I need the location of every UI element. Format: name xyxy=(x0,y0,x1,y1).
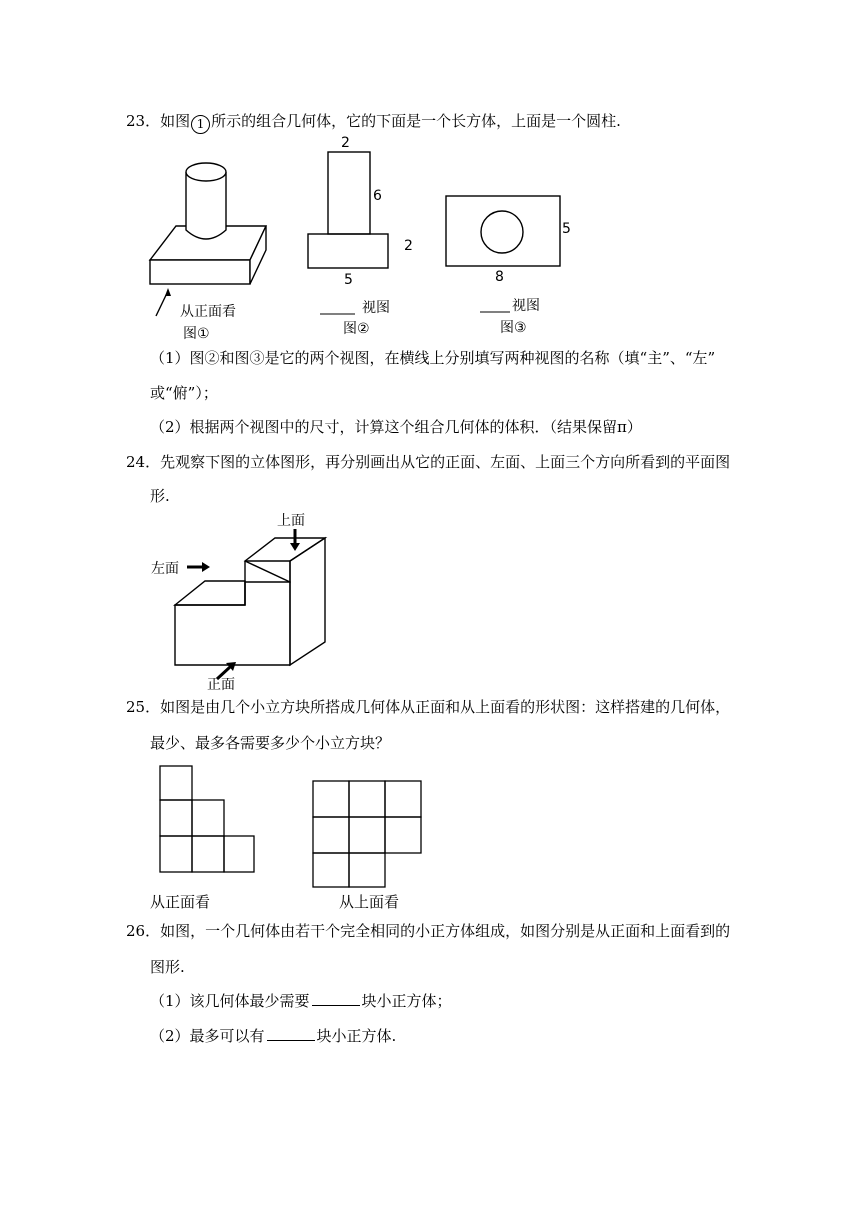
q23-circle-mark: 1 xyxy=(191,115,210,134)
q23-fig1-view-caption: 从正面看 xyxy=(180,304,236,320)
q25-top-caption: 从上面看 xyxy=(339,893,400,911)
q23-part1-line1: （1）图②和图③是它的两个视图，在横线上分别填写两种视图的名称（填“主”、“左” xyxy=(150,349,716,367)
dim-column-width: 2 xyxy=(341,135,350,151)
cylinder-top xyxy=(186,163,226,181)
q23-part1-line2: 或“俯”）； xyxy=(150,384,218,402)
top-view-circle xyxy=(481,211,523,253)
q25-line1: 25．如图是由几个小立方块所搭成几何体从正面和从上面看的形状图：这样搭建的几何体， xyxy=(126,698,731,716)
q25-top-view xyxy=(305,775,430,915)
dim-base-width: 5 xyxy=(344,272,353,288)
q26-part2 xyxy=(150,1026,396,1046)
step-high-top xyxy=(245,538,325,582)
q23-figure-3 xyxy=(440,190,580,342)
cylinder-body xyxy=(186,172,226,239)
front-view-base xyxy=(308,234,388,268)
q24-line2: 形. xyxy=(150,487,170,505)
top-view-rect xyxy=(446,196,560,266)
q23-figure-1 xyxy=(140,140,280,345)
dim-base-height: 2 xyxy=(404,238,413,254)
q24-label-top: 上面 xyxy=(277,513,305,529)
q26-part1-blank[interactable] xyxy=(312,991,360,1006)
view-arrow-head xyxy=(165,288,171,296)
q25-front-caption: 从正面看 xyxy=(150,893,211,911)
q23-stem xyxy=(126,111,621,134)
q24-label-left: 左面 xyxy=(151,561,179,577)
q23-stem-prefix: 23．如图 xyxy=(126,112,191,130)
dim-column-height: 6 xyxy=(373,188,382,204)
step-side-face xyxy=(290,538,325,665)
q25-front-view xyxy=(150,760,265,915)
q23-part2: （2）根据两个视图中的尺寸，计算这个组合几何体的体积．（结果保留π） xyxy=(150,418,642,436)
q26-part1-suffix: 块小正方体； xyxy=(361,992,452,1010)
q26-part2-blank[interactable] xyxy=(267,1026,315,1041)
q24-line1: 24．先观察下图的立体图形，再分别画出从它的正面、左面、上面三个方向所看到的平面图 xyxy=(126,453,731,471)
front-view-column xyxy=(328,152,370,234)
q26-part2-prefix: （2）最多可以有 xyxy=(150,1027,265,1045)
dim-rect-width: 8 xyxy=(495,269,504,285)
step-front-face xyxy=(175,582,290,665)
q24-figure xyxy=(145,505,345,695)
q25-line2: 最少、最多各需要多少个小立方块？ xyxy=(150,734,391,752)
q23-stem-suffix: 所示的组合几何体，它的下面是一个长方体，上面是一个圆柱. xyxy=(211,112,621,130)
q23-fig2-view-suffix: 视图 xyxy=(362,300,390,316)
q23-fig1-label: 图① xyxy=(183,326,210,342)
step-low-top xyxy=(175,581,245,605)
cuboid-front-face xyxy=(150,260,250,284)
q26-part1-prefix: （1）该几何体最少需要 xyxy=(150,992,310,1010)
q26-line2: 图形. xyxy=(150,958,185,976)
q23-fig3-view-suffix: 视图 xyxy=(512,298,540,314)
q26-line1: 26．如图，一个几何体由若干个完全相同的小正方体组成，如图分别是从正面和上面看到的 xyxy=(126,922,731,940)
q23-fig3-label: 图③ xyxy=(500,320,527,336)
q23-fig2-label: 图② xyxy=(343,321,370,337)
q26-part1 xyxy=(150,991,452,1011)
dim-rect-height: 5 xyxy=(562,221,571,237)
q23-figure-2 xyxy=(300,132,430,342)
q26-part2-suffix: 块小正方体. xyxy=(316,1027,397,1045)
q24-label-front: 正面 xyxy=(207,677,235,693)
